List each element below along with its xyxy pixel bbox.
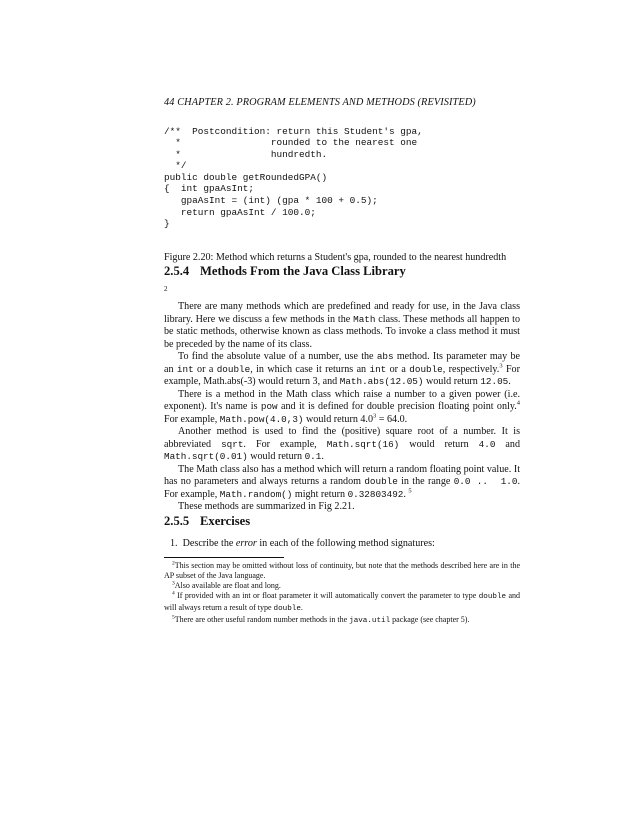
section-heading-2-5-5: [164, 514, 520, 529]
footnote-ref: 3: [499, 362, 503, 370]
inline-code: sqrt: [221, 438, 244, 450]
inline-code: int: [369, 363, 387, 375]
text-run: would return: [247, 451, 305, 463]
list-item: [164, 538, 520, 551]
inline-code: Math.abs(12.05): [339, 376, 424, 388]
item-number: 1.: [170, 537, 178, 549]
text-run: Describe the: [182, 537, 236, 549]
text-run: For example,: [164, 413, 220, 425]
footnote-marker: 2: [164, 285, 168, 294]
inline-code: double: [364, 476, 398, 488]
figure-caption: Figure 2.20: Method which returns a Student's gpa, rounded to the nearest hundredth: [164, 251, 507, 263]
text-run: and: [495, 438, 520, 450]
text-run: in each of the following method signatures:: [256, 537, 435, 549]
footnote-text: package (see chapter 5).: [390, 614, 470, 624]
text-run: There is a method in the Math class which raise a number to a given power (i.e. exponent). It's name is: [164, 388, 520, 413]
text-run: These methods are summarized in Fig 2.21.: [178, 501, 355, 513]
inline-code: double: [216, 363, 251, 375]
inline-code: 12.05: [480, 376, 509, 388]
inline-code: Math.sqrt(16): [326, 438, 400, 450]
paragraph: [164, 351, 520, 389]
code-listing: /** Postcondition: return this Student's gpa, * rounded to the nearest one * hundredth. */ public double getRoundedGPA() { int gpaAsInt; gpaAsInt = (int) (gpa * 100 + 0.5); return gpaAsInt / 100.0; }: [164, 125, 423, 230]
footnote-text: This section may be omitted without loss of continuity, but note that the methods described here are in the AP subset of the Java language.: [164, 561, 520, 581]
exercise-list: [164, 538, 520, 551]
inline-code: pow: [260, 401, 278, 413]
chapter-title: CHAPTER 2. PROGRAM ELEMENTS AND METHODS (REVISITED): [177, 97, 476, 108]
emphasis: error: [235, 537, 257, 549]
paragraph: [164, 464, 520, 502]
inline-code: 0.1: [304, 451, 322, 463]
footnote-ref: 5: [408, 487, 412, 495]
text-run: method. Its parameter may be an: [164, 351, 520, 375]
footnote: [164, 615, 520, 627]
page-number: 44: [164, 97, 175, 108]
inline-code: Math.pow(4.0,3): [219, 413, 304, 425]
text-run: , respectively.: [442, 363, 500, 375]
text-run: For example, Math.abs(-3) would return 3, and: [164, 363, 520, 388]
text-run: , in which case it returns an: [250, 363, 370, 375]
footnote-text: and will always return a result of type: [164, 591, 520, 612]
footnote-text: .: [300, 602, 303, 612]
text-run: . For example,: [243, 438, 327, 450]
text-run: .: [321, 451, 324, 463]
footnote-mark: 4: [172, 590, 175, 597]
text-run: class. These methods all happen to be static methods, otherwise known as class methods. To invoke a class method it must be preceded by the name of its class.: [164, 313, 520, 350]
text-run: or a: [193, 363, 217, 375]
footnote: [164, 581, 520, 591]
inline-code: Math.sqrt(0.01): [164, 451, 248, 463]
footnote-text: There are other useful random number methods in the: [174, 614, 350, 624]
running-header: [164, 97, 520, 110]
text-run: There are many methods which are predefined and ready for use, in the Java class library. Here we discuss a few methods in the: [164, 301, 520, 325]
inline-code: Math.random(): [219, 488, 293, 500]
footnote-ref: 4: [516, 399, 520, 407]
inline-code: 4.0: [478, 438, 496, 450]
inline-code: double: [478, 593, 507, 602]
paragraph: [164, 501, 520, 514]
footnote-mark: 3: [172, 580, 175, 587]
paragraph: [164, 389, 520, 427]
text-run: would return: [399, 438, 479, 450]
text-run: The Math class also has a method which will return a random floating point value. It has no parameters and always returns a random: [164, 463, 520, 488]
footnote-rule: [164, 557, 284, 558]
section-body: [164, 301, 520, 514]
text-run: .: [508, 376, 511, 388]
text-run: in the range: [397, 476, 454, 488]
text-run: might return: [292, 488, 348, 500]
footnote-text: If provided with an int or float parameter it will automatically convert the parameter to type: [174, 591, 479, 601]
text-run: or a: [386, 363, 410, 375]
inline-code: abs: [376, 351, 394, 363]
inline-code: Math: [353, 313, 376, 325]
section-number: 2.5.5: [164, 513, 190, 528]
page-content: [164, 97, 520, 627]
inline-code: int: [176, 363, 194, 375]
footnotes: [164, 561, 520, 626]
text-run: Another method is used to find the (positive) square root of a number. It is abbreviated: [164, 426, 520, 450]
inline-code: double: [409, 363, 443, 375]
section-heading-2-5-4: [164, 264, 520, 279]
footnote-text: Also available are float and long.: [174, 581, 281, 591]
inline-code: java.util: [349, 616, 391, 625]
section-title: Exercises: [200, 513, 251, 528]
footnote: [164, 561, 520, 581]
section-number: 2.5.4: [164, 264, 190, 279]
inline-code: double: [273, 604, 301, 613]
text-run: = 64.0.: [376, 413, 408, 425]
footnote-mark: 5: [172, 614, 175, 621]
text-run: and it is defined for double precision floating point only.: [277, 401, 517, 413]
text-run: .: [403, 488, 409, 500]
paragraph: [164, 301, 520, 351]
exponent: 3: [373, 412, 377, 420]
inline-code: 0.32803492: [347, 488, 404, 500]
footnote: [164, 591, 520, 615]
paragraph: [164, 426, 520, 464]
inline-code: 0.0 .. 1.0: [453, 476, 518, 488]
section-title: Methods From the Java Class Library: [200, 264, 406, 279]
footnote-mark: 2: [172, 560, 175, 567]
text-run: would return: [423, 376, 481, 388]
text-run: To find the absolute value of a number, use the: [178, 351, 377, 363]
text-run: . For example,: [164, 476, 520, 500]
text-run: would return 4.0: [303, 413, 374, 425]
